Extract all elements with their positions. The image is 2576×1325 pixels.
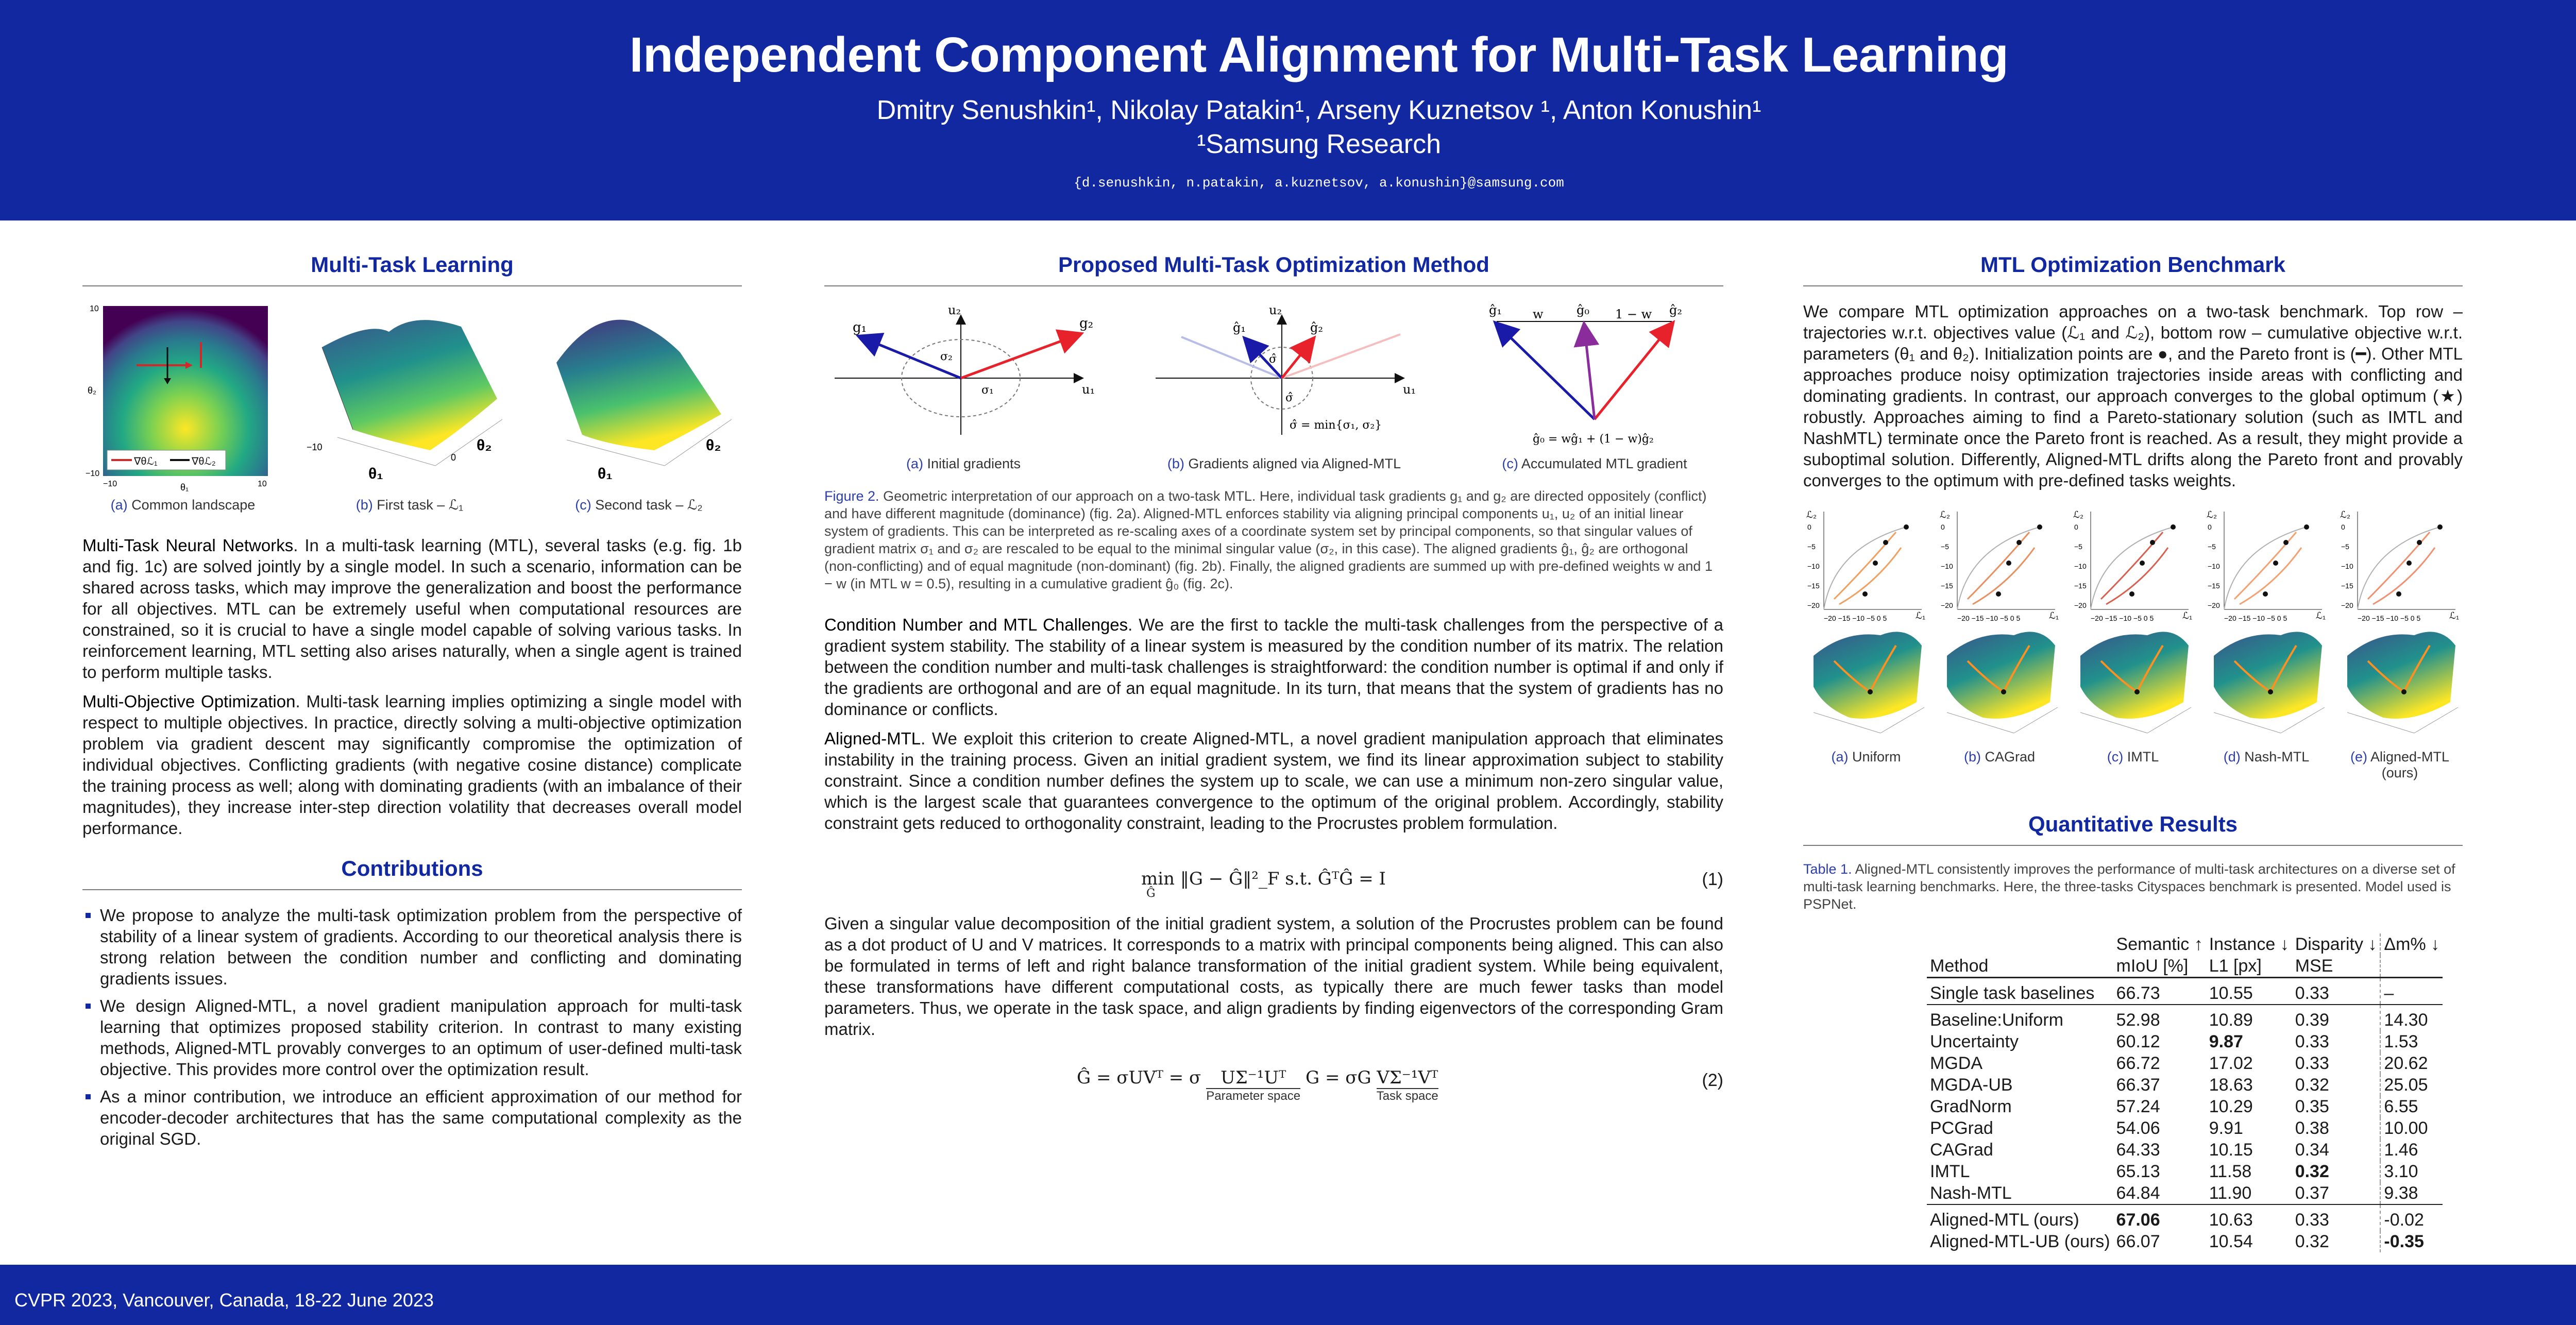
table-row [1927,1117,2443,1139]
paragraph-moo: Multi-Objective Optimization. Multi-task learning implies optimizing a single model with respect to multiple objectives. In practice, directly solving a multi-objective optimization problem via gradient descent may significantly compromise the optimization of individual objectives. Conflicting gradients (with negative cosine distance) complicate the training process as well; along with dominating gradients (with an imbalance of their magnitudes), they increase inter-step direction volatility that decreases overall model performance. [82,692,742,838]
equation-2 [824,1064,1723,1106]
label-g0-hat: ĝ₀ [1577,303,1589,317]
benchmark-plots [2070,506,2196,743]
figure-caption: Aligned-MTL (ours) [2370,749,2450,780]
label-g1-hat: ĝ₁ [1489,303,1502,317]
table-cell: MGDA [1930,1054,1982,1073]
table-cell: 0.33 [2295,1210,2329,1230]
plot-ytick: −5 [2208,542,2216,551]
middle-column [824,252,1723,1106]
section-title-mtl: Multi-Task Learning [82,252,742,286]
poster-header [0,0,2576,220]
table-row [1927,933,2443,955]
table-cell: GradNorm [1930,1097,2012,1116]
table-1-caption: Table 1. Aligned-MTL consistently improves the performance of multi-task architectures on a diverse set of multi-task learning benchmarks. Here, the three-tasks Cityspaces benchmark is presented. Model used is PSPNet. [1803,861,2455,912]
poster-title: Independent Component Alignment for Multi-Task Learning [629,27,2009,82]
left-column [82,252,742,1156]
table-row [1927,1139,2443,1161]
table-row [1927,1096,2443,1117]
plot-ylabel: ℒ₂ [1940,509,1950,520]
table-cell: 18.63 [2209,1075,2253,1095]
table-row [1927,955,2443,978]
benchmark-figure [2070,506,2196,781]
equation-number: (1) [1702,870,1723,889]
diagram-accumulated-gradient [1466,301,1723,476]
table-cell: Baseline:Uniform [1930,1010,2063,1030]
table-cell: 10.55 [2209,983,2253,1003]
table-cell: 10.63 [2209,1210,2253,1230]
figure-caption: CAGrad [1985,749,2036,765]
figure-caption: Uniform [1852,749,1901,765]
table-cell: 20.62 [2380,1052,2443,1074]
poster-footer [0,1265,2576,1325]
table-cell: 64.84 [2116,1183,2160,1203]
table-cell: 25.05 [2380,1074,2443,1096]
figure-tag: (a) [1831,749,1849,765]
axis-tick: −10 [307,442,323,452]
paragraph-svd: Given a singular value decomposition of the initial gradient system, a solution of the Procrustes problem can be found as a dot product of U and V matrices. It corresponds to a matrix with principal components being aligned. This can also be formulated in terms of left and right balance transformation of the initial gradient system. While being equivalent, these transformations have different computational costs, as typically there are much fewer tasks than model parameters. Thus, we operate in the task space, and align gradients by finding eigenvectors of the corresponding Gram matrix. [824,914,1723,1039]
axis-label-theta1: θ₁ [180,482,189,491]
table-cell: Aligned-MTL-UB (ours) [1930,1232,2110,1251]
paragraph-heading: Multi-Objective Optimization [82,692,296,711]
table-cell: 0.32 [2295,1075,2329,1095]
table-row [1927,1005,2443,1031]
plot-ytick: 0 [1807,523,1811,531]
label-sigma2: σ₂ [940,350,953,363]
plot-ytick: −15 [1807,582,1820,590]
table-cell: mIoU [%] [2116,956,2189,976]
benchmark-caption [1937,749,2062,765]
table-cell: 66.37 [2116,1075,2160,1095]
plot-ytick: −15 [2341,582,2353,590]
table-cell: 10.89 [2209,1010,2253,1030]
table-cell: 0.34 [2295,1140,2329,1160]
figure-second-task-surface [536,301,742,522]
plot-ytick: 0 [2341,523,2345,531]
axis-label-theta1: θ₁ [368,465,383,482]
table-cell: -0.02 [2380,1204,2443,1231]
table-cell: 10.29 [2209,1097,2253,1116]
right-column [1803,252,2463,1252]
landscape-heatmap [82,301,283,491]
diagram-initial-gradients [824,301,1103,476]
plot-ytick: −15 [2074,582,2087,590]
paragraph-condition-number: Condition Number and MTL Challenges. We are the first to tackle the multi-task challenges from the perspective of a gradient system stability. The stability of a linear system is measured by the condition number of its matrix. The relation between the condition number and multi-task challenges is straightforward: the condition number is optimal if and only if the gradients are orthogonal and are of an equal magnitude. In its turn, that means that the system of gradients has no dominance or conflicts. [824,615,1723,719]
paragraph-heading: Condition Number and MTL Challenges [824,615,1128,634]
label-g2: g₂ [1079,316,1094,331]
axis-label-theta2: θ₂ [88,385,96,396]
table-row [1927,978,2443,1005]
table-cell: IMTL [1930,1162,1970,1181]
plot-xlabel: ℒ₁ [2182,610,2193,621]
table-cell: Δm% ↓ [2380,933,2443,955]
fig-1a-caption: (a) Common landscape [110,497,256,513]
table-cell: 0.35 [2295,1097,2329,1116]
paragraph-benchmark: We compare MTL optimization approaches on a two-task benchmark. Top row – trajectories w.r.t. objectives value (ℒ₁ and ℒ₂), bottom row – cumulative objective w.r.t. parameters (θ₁ and θ₂). Initialization points are ●, and the Pareto front is (━). Other MTL approaches produce noisy optimization trajectories inside areas with conflicting and dominating gradients. In contrast, our approach converges to the global optimum (★) robustly. Approaches aiming to find a Pareto-stationary solution (such as IMTL and NashMTL) terminate once the Pareto front is reached. As a result, they might provide a suboptimal solution. Differently, Aligned-MTL drifts along the Pareto front and provably converges to the optimum with pre-defined tasks weights. [1803,302,2463,490]
label-u1: u₁ [1082,382,1095,397]
table-cell: 65.13 [2116,1162,2160,1181]
table-cell: MSE [2295,956,2333,976]
section-title-benchmark: MTL Optimization Benchmark [1803,252,2463,286]
plot-ytick: −15 [2208,582,2220,590]
table-cell [1927,933,2113,955]
plot-ytick: −5 [1941,542,1949,551]
section-title-contributions: Contributions [82,856,742,890]
table-cell: Disparity ↓ [2295,935,2377,954]
benchmark-figure [2204,506,2329,781]
table-row [1927,1074,2443,1096]
axis-tick: −10 [103,480,117,488]
label-sigma-hat: σ̂ [1268,353,1277,366]
table-cell: Single task baselines [1930,983,2095,1003]
list-item: We propose to analyze the multi-task optimization problem from the perspective of stability of a linear system of gradients. According to our theoretical analysis there is strong relation between the condition number and conflicting and dominating gradients issues. [82,905,742,989]
table-cell: 54.06 [2116,1118,2160,1138]
diagram-aligned-gradients [1145,301,1423,476]
benchmark-plots [2204,506,2329,743]
table-cell: CAGrad [1930,1140,1993,1160]
table-cell: 1.46 [2380,1139,2443,1161]
emails: {d.senushkin, n.patakin, a.kuznetsov, a.konushin}@samsung.com [1074,175,1564,191]
landscape-figures [82,301,742,522]
table-cell: 10.54 [2209,1232,2253,1251]
table-cell: 6.55 [2380,1096,2443,1117]
table-cell: 64.33 [2116,1140,2160,1160]
equation-2-body: Ĝ = σUVᵀ = σ UΣ⁻¹Uᵀ Parameter space G = σG VΣ⁻¹Vᵀ Task space [1077,1067,1438,1103]
benchmark-caption [2204,749,2329,765]
equation-1-body: min ‖G − Ĝ‖²_F s.t. ĜᵀĜ = I Ĝ [1141,869,1386,900]
table-cell: 14.30 [2380,1005,2443,1031]
paragraph-mtnn: Multi-Task Neural Networks. In a multi-task learning (MTL), several tasks (e.g. fig. 1b and fig. 1c) are solved jointly by a single model. In such a scenario, information can be shared across tasks, which may improve the generalization and boost the performance for all objectives. MTL can be extremely useful when computational resources are constrained, so it is crucial to have a single model capable of solving various tasks. In reinforcement learning, MTL setting also arises naturally, when a single agent is trained to perform multiple tasks. [82,536,742,682]
plot-xticks: −20 −15 −10 −5 0 5 [1957,614,2021,622]
table-cell: 11.90 [2209,1183,2252,1203]
table-row [1927,1231,2443,1252]
axis-tick: 10 [90,304,99,313]
benchmark-caption [2337,749,2463,781]
surface-task-2 [536,301,742,491]
initial-gradients-diagram [824,301,1103,450]
equation-number: (2) [1702,1071,1723,1090]
plot-ylabel: ℒ₂ [1806,509,1817,520]
label-u2: u₂ [948,303,961,317]
paragraph-heading: Aligned-MTL [824,729,921,748]
benchmark-caption [2070,749,2196,765]
plot-ytick: −10 [2341,562,2353,570]
paragraph-heading: Multi-Task Neural Networks [82,536,294,555]
table-cell: 0.32 [2295,1232,2329,1251]
plot-xticks: −20 −15 −10 −5 0 5 [2224,614,2287,622]
axis-tick: 10 [258,480,267,488]
axis-tick: 0 [451,452,456,463]
plot-xlabel: ℒ₁ [2049,610,2059,621]
figure-tag: (c) [2107,749,2124,765]
benchmark-plots [1937,506,2062,743]
table-cell: 9.91 [2209,1118,2243,1138]
plot-ytick: −20 [1941,601,1953,609]
conference-info: CVPR 2023, Vancouver, Canada, 18-22 June 2023 [14,1289,434,1311]
results-table [1927,933,2443,1252]
plot-ylabel: ℒ₂ [2207,509,2217,520]
table-cell: 0.37 [2295,1183,2329,1203]
fig-1c-caption: (c) Second task – ℒ₂ [575,497,703,513]
table-row [1927,1031,2443,1052]
figure-tag: (d) [2223,749,2241,765]
label-g2-hat: ĝ₂ [1669,303,1682,317]
table-cell: 17.02 [2209,1054,2253,1073]
table-cell: 66.72 [2116,1054,2160,1073]
accumulated-gradient-diagram [1466,301,1723,450]
plot-ytick: −5 [2074,542,2082,551]
plot-ytick: 0 [1941,523,1945,531]
table-cell: -0.35 [2380,1231,2443,1252]
plot-ytick: −5 [1807,542,1816,551]
plot-ytick: 0 [2208,523,2212,531]
benchmark-plots [1803,506,1929,743]
authors: Dmitry Senushkin¹, Nikolay Patakin¹, Arseny Kuznetsov ¹, Anton Konushin¹ [876,95,1761,125]
label-u1: u₁ [1402,382,1416,397]
label-sigma-hat: σ̂ [1285,392,1293,404]
label-u2: u₂ [1268,303,1282,317]
paragraph-aligned-mtl: Aligned-MTL. We exploit this criterion to create Aligned-MTL, a novel gradient manipulation approach that eliminates instability in the training process. Given an initial gradient system, we find its linear approximation subject to stability constraint. Since a condition number defines the system up to scale, we can use a minimum non-zero singular value, which is the largest scale that guarantees convergence to the optimum of the original problem. Accordingly, stability constraint gets reduced to orthogonality constraint, leading to the Procrustes problem formulation. [824,729,1723,833]
label-sigma-min: σ̂ = min{σ₁, σ₂} [1289,419,1382,432]
benchmark-figures [1803,506,2463,781]
plot-ylabel: ℒ₂ [2073,509,2083,520]
table-cell: 11.58 [2209,1162,2252,1181]
figure-caption: Nash-MTL [2244,749,2310,765]
table-cell: 0.33 [2295,1032,2329,1051]
table-cell [2380,955,2443,978]
table-cell: 9.87 [2209,1032,2243,1051]
table-cell: 9.38 [2380,1182,2443,1204]
figure-2-caption: Figure 2. Geometric interpretation of our approach on a two-task MTL. Here, individual task gradients g₁ and g₂ are directed oppositely (conflict) and have different magnitude (dominance) (fig. 2a). Aligned-MTL enforces stability via aligning principal components u₁, u₂ of an initial linear system of gradients. This can be interpreted as re-scaling axes of a coordinate system set by principal components, so that singular values of gradient matrix σ₁ and σ₂ are rescaled to be equal to the minimal singular value (σ₂, in this case). The aligned gradients ĝ₁, ĝ₂ are orthogonal (non-conflicting) and of equal magnitude (non-dominant) (fig. 2b). Finally, the aligned gradients are summed up with pre-defined weights w and 1 − w (in MTL w = 0.5), resulting in a cumulative gradient ĝ₀ (fig. 2c). [824,488,1713,591]
plot-xticks: −20 −15 −10 −5 0 5 [2358,614,2421,622]
plot-ytick: −10 [1807,562,1820,570]
figure-first-task-surface [307,301,513,522]
list-item: We design Aligned-MTL, a novel gradient manipulation approach for multi-task learning that optimizes proposed stability criterion. In contrast to many existing methods, Aligned-MTL provably converges to an optimum of user-defined multi-task objective. This provides more control over the optimization result. [82,995,742,1080]
table-row [1927,1204,2443,1231]
aligned-gradients-diagram [1145,301,1423,450]
table-cell: Nash-MTL [1930,1183,2012,1203]
table-row [1927,1182,2443,1204]
plot-xlabel: ℒ₁ [2316,610,2326,621]
table-cell: 0.38 [2295,1118,2329,1138]
table-cell: 3.10 [2380,1161,2443,1182]
table-cell: – [2380,978,2443,1005]
table-cell: Uncertainty [1930,1032,2019,1051]
benchmark-caption [1803,749,1929,765]
plot-ytick: −10 [2208,562,2220,570]
table-cell: 0.39 [2295,1010,2329,1030]
figure-common-landscape [82,301,283,522]
plot-xticks: −20 −15 −10 −5 0 5 [2091,614,2154,622]
label-sigma1: σ₁ [981,384,994,397]
table-cell: 0.32 [2295,1162,2329,1181]
table-cell: 0.33 [2295,983,2329,1003]
table-cell: 10.00 [2380,1117,2443,1139]
equation-1 [824,863,1723,899]
label-w: w [1533,307,1544,321]
plot-ytick: −10 [1941,562,1953,570]
plot-ytick: 0 [2074,523,2078,531]
legend-grad-2: ∇θℒ₂ [192,456,216,467]
table-cell: 57.24 [2116,1097,2160,1116]
table-cell: Semantic ↑ [2116,935,2203,954]
fig-1b-caption: (b) First task – ℒ₁ [355,497,464,513]
fig-2a-caption: (a) Initial gradients [906,456,1021,471]
axis-label-theta1: θ₁ [598,465,613,482]
plot-ytick: −10 [2074,562,2087,570]
plot-ylabel: ℒ₂ [2340,509,2350,520]
table-cell: 66.07 [2116,1232,2160,1251]
fig-2c-caption: (c) Accumulated MTL gradient [1502,456,1687,471]
legend-grad-1: ∇θℒ₁ [134,456,158,467]
benchmark-figure [2337,506,2463,781]
plot-xlabel: ℒ₁ [2449,610,2460,621]
figure-caption: IMTL [2127,749,2159,765]
table-row [1927,1161,2443,1182]
plot-ytick: −15 [1941,582,1953,590]
label-g0-equation: ĝ₀ = wĝ₁ + (1 − w)ĝ₂ [1533,433,1654,446]
table-row [1927,1052,2443,1074]
benchmark-figure [1937,506,2062,781]
affiliation: ¹Samsung Research [1197,129,1441,159]
plot-xticks: −20 −15 −10 −5 0 5 [1824,614,1887,622]
table-cell: PCGrad [1930,1118,1993,1138]
plot-ytick: −20 [2208,601,2220,609]
table-cell: 52.98 [2116,1010,2160,1030]
surface-task-1 [307,301,513,491]
fig-2b-caption: (b) Gradients aligned via Aligned-MTL [1167,456,1401,471]
table-cell: 60.12 [2116,1032,2160,1051]
table-cell: 66.73 [2116,983,2160,1003]
table-cell: 10.15 [2209,1140,2253,1160]
section-title-quantitative: Quantitative Results [1803,812,2463,846]
gradient-diagrams [824,301,1723,476]
list-item: As a minor contribution, we introduce an efficient approximation of our method for encoder-decoder architectures that has the same computational complexity as the original SGD. [82,1086,742,1149]
benchmark-plots [2337,506,2463,743]
label-g2-hat: ĝ₂ [1310,320,1323,335]
table-cell: 67.06 [2116,1210,2160,1230]
table-cell: Instance ↓ [2209,935,2289,954]
plot-ytick: −20 [2074,601,2087,609]
table-cell: 1.53 [2380,1031,2443,1052]
plot-xlabel: ℒ₁ [1916,610,1926,621]
section-title-method: Proposed Multi-Task Optimization Method [824,252,1723,286]
table-cell: L1 [px] [2209,956,2262,976]
plot-ytick: −20 [2341,601,2353,609]
table-cell: 0.33 [2295,1054,2329,1073]
label-g1: g₁ [853,320,867,335]
table-cell: Method [1930,956,1989,976]
figure-tag: (e) [2350,749,2367,765]
benchmark-figure [1803,506,1929,781]
plot-ytick: −5 [2341,542,2349,551]
figure-tag: (b) [1963,749,1981,765]
axis-label-theta2: θ₂ [477,437,492,454]
axis-label-theta2: θ₂ [706,437,721,454]
label-g1-hat: ĝ₁ [1232,320,1246,335]
table-cell: MGDA-UB [1930,1075,2013,1095]
axis-tick: −10 [86,469,100,478]
table-cell: Aligned-MTL (ours) [1930,1210,2079,1230]
label-one-minus-w: 1 − w [1615,307,1652,321]
plot-ytick: −20 [1807,601,1820,609]
contributions-list [82,905,742,1149]
